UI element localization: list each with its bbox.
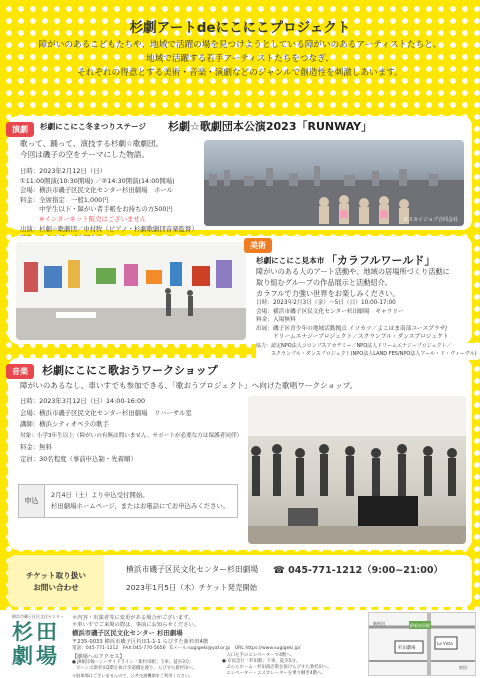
art-details — [256, 299, 448, 342]
theater-card — [8, 116, 472, 233]
detail-line: 日時：2023年2月3日（金）～5日（日）10:00-17:00 — [256, 300, 396, 306]
detail-line: 講師：横浜シティオペラの歌手 — [20, 420, 109, 428]
detail-line: スクランブル・ダンスプロジェクト(NPO法人LAND FES/NPO法人アール・ド・ヴィーヴル) — [256, 350, 477, 357]
org-contact[interactable]: 電話：045-771-1212 FAX:045-770-5656 Eメール:sugigeki@yaf.or.jp URL https://www.sugigeki.jp/ — [72, 646, 301, 651]
apply-line: 杉田劇場ホームページ、またはお電話にてお申込みください。 — [51, 502, 230, 510]
detail-line: 対象：小学3年生以上（障がいの有無は問いません。サポートが必要な方は保護者同伴） — [20, 432, 243, 439]
access-line: ぷららホーム・杉田商店街を抜けらびすた新杉田へ。 — [222, 665, 332, 670]
detail-line: 出演：杉劇☆歌劇団／中村牧（ピアノ・杉劇歌劇団音楽監督） — [20, 224, 198, 233]
logo-char: 杉 — [12, 619, 33, 644]
map-label: 杉田 — [459, 665, 467, 670]
ticket-sales-date: 2023年1月5日（木）チケット発売開始 — [126, 583, 258, 592]
header — [0, 0, 480, 112]
map-image — [369, 613, 475, 675]
apply-label: 申込 — [19, 485, 45, 517]
logo-char: 場 — [36, 643, 57, 668]
desc-line: カラフルで力強い世界をお楽しみください。 — [256, 289, 400, 298]
detail-line: 日時：2023年2月12日（日） — [20, 167, 106, 175]
access-title: 【劇場へのアクセス】 — [72, 654, 125, 660]
note-line: ＊車いすでご来場の際は、事前にお知らせください。 — [72, 622, 200, 628]
access-line: ビーンズ新杉田2階を抜け歩道橋を渡り、らびすた新杉田へ。 — [72, 666, 198, 671]
desc-line: 取り組むグループの作品展示と活動紹介。 — [256, 278, 392, 287]
intro-line: 地域で活躍する若手アーティストたちをつなぎ、 — [146, 54, 334, 64]
parking-note: ＊駐車場はございませんので、公共交通機関をご利用ください。 — [72, 673, 194, 678]
detail-line: 協力：認定NPO法人コロンブスアカデミー／NPO法人ドリームエナジープロジェクト／ — [256, 343, 452, 349]
art-title-prefix: 杉劇にこにこ見本市 — [256, 256, 325, 265]
map-label: 杉田劇場 — [398, 646, 416, 651]
desc-line: 障がいのある人のアート活動や、地域の居場所づくり活動に — [256, 267, 450, 276]
detail-line: 会場：横浜市磯子区民文化センター杉田劇場 ホール — [20, 186, 173, 195]
footer — [0, 610, 480, 678]
detail-line: 会場：横浜市磯子区民文化センター杉田劇場 ギャラリー — [256, 308, 404, 315]
theater-photo — [204, 140, 464, 226]
access-line: ● JR根岸線・シーサイドライン「新杉田駅」下車、徒歩3分。 — [72, 660, 194, 665]
ticket-info — [8, 555, 472, 607]
theater-desc — [20, 138, 163, 160]
theater-details — [20, 167, 198, 244]
gallery-photo — [16, 242, 246, 340]
org-name: 横浜市磯子区民文化センター 杉田劇場 — [72, 629, 183, 637]
apply-text — [51, 490, 229, 512]
access-line: エレベーター・エスカレーターを乗り継ぎ4階へ。 — [222, 671, 326, 676]
music-desc: 障がいのあるなし、車いすでも参加できる、「歌おうプロジェクト」へ向けた歌唱ワークショップ。 — [20, 381, 358, 390]
music-card — [8, 358, 472, 550]
intro-text — [20, 38, 460, 80]
ticket-phone[interactable]: ☎ 045-771-1212（9:00~21:00） — [273, 565, 443, 576]
city-skyline-image — [204, 140, 464, 226]
art-title-main: 「カラフルワールド」 — [326, 254, 436, 267]
music-title: 杉劇にこにこ歌おうワークショップ — [42, 364, 218, 377]
detail-line: 中学生以下・障がい者手帳をお持ちの方500円 — [20, 205, 173, 214]
workshop-image — [248, 396, 466, 544]
intro-line: 障がいのあるこどもたちや、地域で活躍の場を見つけようとしている障がいのあるアーティストたちと、 — [38, 40, 442, 50]
ticket-venue: 横浜市磯子区民文化センター杉田劇場 — [126, 565, 259, 574]
access-map — [368, 612, 476, 676]
detail-line: ※インターネット販売はございません — [20, 214, 147, 223]
apply-line: 2月4日（土）より申込受付開始。 — [51, 491, 149, 499]
access-line: ● 京浜急行「杉田駅」下車、徒歩5分。 — [222, 659, 301, 664]
map-label: JR新杉田駅 — [410, 623, 430, 628]
logo-kicker: 横浜市磯子区民文化センター — [12, 614, 64, 619]
detail-line: ドリームエナジープロジェクト／スクランブル・ダンスプロジェクト — [256, 334, 449, 341]
art-desc — [256, 266, 450, 299]
music-tag: 音楽 — [6, 364, 34, 379]
access-block-jr — [72, 660, 197, 672]
theater-title-main: 杉劇☆歌劇団本公演2023「RUNWAY」 — [168, 120, 373, 133]
art-tag: 美術 — [244, 238, 272, 253]
note-line: ＊内容・出演者等に変更がある場合がございます。 — [72, 615, 194, 621]
intro-line: それぞれの得意とする美術・音楽・演劇などのジャンルで創造性を刺激しあいます。 — [77, 68, 403, 78]
detail-line: ①11:00開演(10:30開場) ／②14:30開演(14:00開場) — [20, 176, 175, 185]
detail-line: 料金：入場無料 — [256, 317, 296, 324]
theater-tag: 演劇 — [6, 122, 34, 137]
detail-line: 日時：2023年3月12日（日）14:00-16:00 — [20, 397, 146, 405]
workshop-photo — [248, 396, 466, 544]
map-label: 新杉田 — [373, 621, 385, 626]
art-card — [8, 236, 472, 344]
detail-line: 定員：30名程度（事前申込制・先着順） — [20, 454, 137, 463]
gallery-image — [16, 242, 246, 340]
detail-line: 料金：全席指定 一般1,000円 — [20, 195, 109, 204]
detail-line: 会場：横浜市磯子区民文化センター杉田劇場 リハーサル室 — [20, 408, 192, 417]
photo-credit: ©スカイジョブ合同会社 — [403, 217, 458, 223]
page-title: 杉劇アートdeにこにこプロジェクト — [129, 20, 351, 36]
desc-line: 歌って、踊って、演技する杉劇☆歌劇団。 — [20, 139, 164, 148]
ticket-label-line: お問い合わせ — [33, 583, 79, 592]
org-address: 〒235-0033 横浜市磯子区杉田1-1-1 らびすた新杉田4階 — [72, 639, 209, 645]
apply-box — [18, 484, 238, 518]
detail-line: 出展：磯子区青少年の地域活動拠点 イソカツ／よこはま南部ユースプラザ/ — [256, 325, 448, 332]
logo-char: 田 — [36, 619, 57, 644]
theater-title-prefix: 杉劇にこにこ冬まつりステージ — [40, 122, 147, 131]
desc-line: 今回は磯子の空をテーマにした物語。 — [20, 150, 150, 159]
ticket-label-line: チケット取り扱い — [25, 571, 87, 580]
map-label: La Vista — [437, 641, 453, 646]
access-block-keikyu — [222, 653, 332, 677]
ticket-label — [8, 555, 104, 607]
music-details — [20, 396, 242, 465]
access-line: 入口左手のエレベーターで4階へ。 — [222, 653, 296, 658]
logo-char: 劇 — [12, 643, 33, 668]
detail-line: 料金：無料 — [20, 443, 52, 451]
theater-logo — [12, 614, 62, 676]
